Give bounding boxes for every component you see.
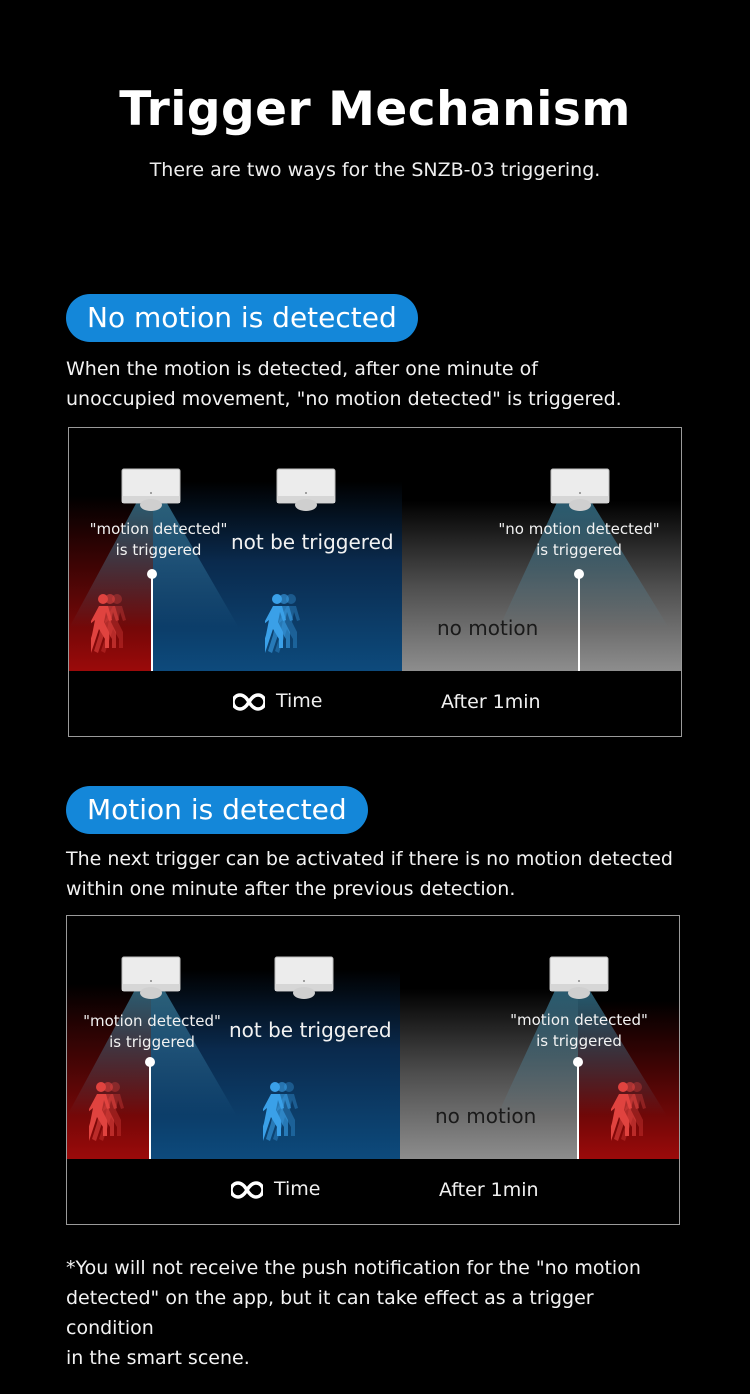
motion-detected-label bbox=[77, 1011, 227, 1053]
trigger-marker-dot bbox=[573, 1057, 583, 1067]
page-subtitle: There are two ways for the SNZB-03 triggering. bbox=[149, 159, 601, 181]
section2-diagram bbox=[66, 915, 680, 1225]
trigger-marker-dot bbox=[145, 1057, 155, 1067]
section2-pill: Motion is detected bbox=[66, 786, 368, 834]
no-motion-label: no motion bbox=[435, 1104, 537, 1128]
section2-desc-line2: within one minute after the previous detection. bbox=[66, 878, 516, 900]
infinity-icon bbox=[233, 693, 265, 711]
section1-desc-line2: unoccupied movement, "no motion detected" is triggered. bbox=[66, 388, 622, 410]
trigger-marker-line bbox=[149, 1062, 151, 1159]
is-triggered-text: is triggered bbox=[115, 541, 202, 559]
trigger-marker-line bbox=[151, 574, 153, 671]
motion-sensor-icon bbox=[274, 956, 334, 1004]
footnote-line1: *You will not receive the push notification for the "no motion bbox=[66, 1257, 641, 1279]
time-label: Time bbox=[274, 1178, 321, 1200]
infinity-icon bbox=[231, 1181, 263, 1199]
motion-sensor-icon bbox=[121, 468, 181, 516]
no-motion-label: no motion bbox=[437, 616, 539, 640]
motion-detected-text: "motion detected" bbox=[83, 1012, 221, 1030]
is-triggered-text: is triggered bbox=[536, 541, 622, 559]
motion-sensor-icon bbox=[276, 468, 336, 516]
trigger-marker-line bbox=[577, 1062, 579, 1159]
trigger-marker-dot bbox=[574, 569, 584, 579]
motion-detected-text: "motion detected" bbox=[89, 520, 228, 538]
walking-person-icon bbox=[265, 594, 315, 656]
after-1min-label: After 1min bbox=[439, 1179, 539, 1201]
walking-person-icon bbox=[91, 594, 141, 656]
motion-detected-label bbox=[86, 519, 231, 561]
no-motion-detected-label bbox=[489, 519, 669, 561]
footnote-line2: detected" on the app, but it can take effect as a trigger condition bbox=[66, 1287, 594, 1339]
not-triggered-label: not be triggered bbox=[231, 530, 394, 554]
motion-sensor-icon bbox=[549, 956, 609, 1004]
section1-desc-line1: When the motion is detected, after one minute of bbox=[66, 358, 538, 380]
walking-person-icon bbox=[263, 1082, 313, 1144]
footnote-line3: in the smart scene. bbox=[66, 1347, 250, 1369]
section1-diagram bbox=[68, 427, 682, 737]
walking-person-icon bbox=[89, 1082, 139, 1144]
section2-desc-line1: The next trigger can be activated if there is no motion detected bbox=[66, 848, 673, 870]
time-label: Time bbox=[276, 690, 323, 712]
timeline-bar bbox=[67, 1159, 679, 1224]
motion-sensor-icon bbox=[550, 468, 610, 516]
section1-description bbox=[66, 354, 622, 414]
motion-sensor-icon bbox=[121, 956, 181, 1004]
walking-person-icon bbox=[611, 1082, 661, 1144]
is-triggered-text: is triggered bbox=[536, 1032, 622, 1050]
after-1min-label: After 1min bbox=[441, 691, 541, 713]
section2-description bbox=[66, 844, 673, 904]
section1-pill: No motion is detected bbox=[66, 294, 418, 342]
is-triggered-text: is triggered bbox=[109, 1033, 195, 1051]
trigger-marker-dot bbox=[147, 569, 157, 579]
trigger-marker-line bbox=[578, 574, 580, 671]
motion-detected-text: "motion detected" bbox=[510, 1011, 648, 1029]
footnote bbox=[66, 1253, 686, 1373]
not-triggered-label: not be triggered bbox=[229, 1018, 392, 1042]
no-motion-detected-text: "no motion detected" bbox=[498, 520, 660, 538]
timeline-bar bbox=[69, 671, 681, 736]
page-title: Trigger Mechanism bbox=[119, 82, 631, 137]
motion-detected-label bbox=[504, 1010, 654, 1052]
